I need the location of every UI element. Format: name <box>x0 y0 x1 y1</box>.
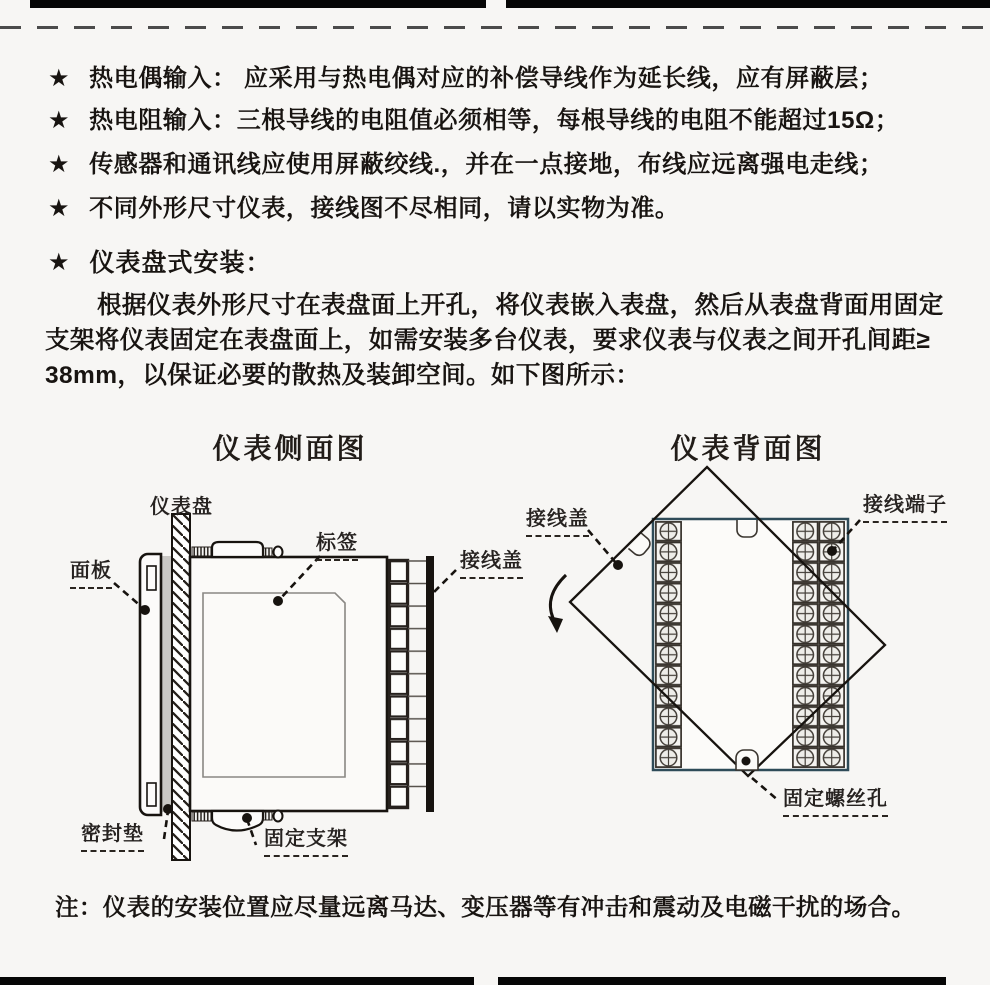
panel-wall <box>172 514 190 860</box>
bullet-row <box>48 106 978 136</box>
label-sticker: 标签 <box>316 526 358 561</box>
terminal-columns-right <box>792 521 845 768</box>
label-gasket: 密封垫 <box>81 817 144 852</box>
dashed-divider <box>0 26 990 29</box>
bullet-text: 热电阻输入：三根导线的电阻值必须相等，每根导线的电阻不能超过15Ω； <box>89 107 900 134</box>
star-icon: ★ <box>48 195 71 222</box>
terminal-strip <box>389 560 426 808</box>
paragraph-line: 根据仪表外形尺寸在表盘面上开孔，将仪表嵌入表盘，然后从表盘背面用固定 <box>97 292 944 319</box>
back-view-title: 仪表背面图 <box>670 432 826 465</box>
terminal-cover-bar <box>426 556 434 812</box>
instrument-body <box>190 557 387 811</box>
top-edge-bar-left <box>30 0 486 8</box>
bullet-text: 不同外形尺寸仪表，接线图不尽相同，请以实物为准。 <box>89 195 680 222</box>
label-sticker-area <box>203 593 345 777</box>
bottom-edge-bar-left <box>0 977 474 985</box>
bullet-text: 传感器和通讯线应使用屏蔽绞线.，并在一点接地，布线应远离强电走线； <box>89 151 884 178</box>
terminal-column-left <box>655 521 682 768</box>
terminal-block <box>653 519 848 770</box>
star-icon: ★ <box>48 151 71 178</box>
front-bezel <box>140 554 161 815</box>
label-terminal-cover-back: 接线盖 <box>526 502 589 537</box>
star-icon: ★ <box>48 65 71 92</box>
top-bracket <box>192 542 283 558</box>
top-edge-bar-right <box>506 0 990 8</box>
label-bracket: 固定支架 <box>264 822 348 857</box>
section-header <box>48 248 272 278</box>
bullet-row <box>48 64 978 94</box>
label-panel-board: 仪表盘 <box>150 496 213 518</box>
paragraph-line: 支架将仪表固定在表盘面上，如需安装多台仪表，要求仪表与仪表之间开孔间距≥ <box>45 327 931 354</box>
label-front-panel: 面板 <box>70 554 112 589</box>
bullet-row <box>48 150 978 180</box>
section-title: 仪表盘式安装： <box>89 249 272 277</box>
bullet-row <box>48 194 978 224</box>
mounting-clip-top <box>737 520 757 537</box>
fixing-screw-hole <box>736 750 758 770</box>
gasket-strip <box>161 556 172 812</box>
label-screw-hole: 固定螺丝孔 <box>783 782 888 817</box>
label-terminals: 接线端子 <box>863 488 947 523</box>
bottom-edge-bar-right <box>498 977 946 985</box>
label-terminal-cover: 接线盖 <box>460 544 523 579</box>
bullet-text: 热电偶输入： 应采用与热电偶对应的补偿导线作为延长线，应有屏蔽层； <box>89 65 884 92</box>
paragraph-line: 38mm，以保证必要的散热及装卸空间。如下图所示： <box>45 362 641 389</box>
mounting-clip-corner <box>628 533 652 558</box>
rotation-arrow-icon <box>548 575 566 633</box>
star-icon: ★ <box>48 107 71 134</box>
side-view-title: 仪表侧面图 <box>212 432 368 465</box>
star-icon: ★ <box>48 249 71 276</box>
install-note: 注：仪表的安装位置应尽量远离马达、变压器等有冲击和震动及电磁干扰的场合。 <box>55 894 916 920</box>
